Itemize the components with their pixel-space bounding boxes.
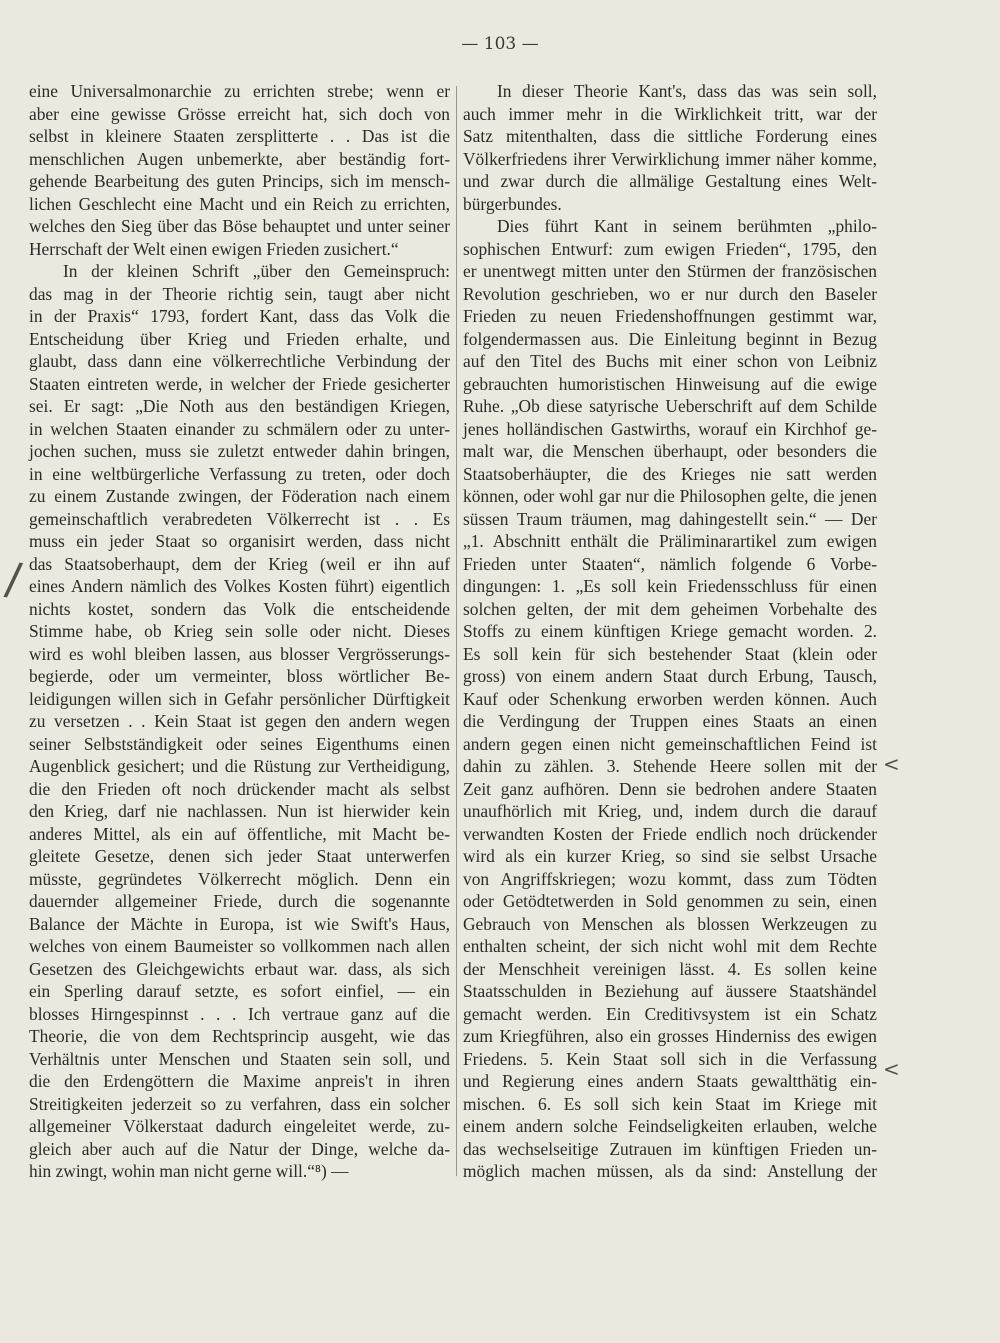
text-line: dahin zu zählen. 3. Stehende Heere sollen mit der	[463, 756, 877, 776]
text-line: sei. Er sagt: „Die Noth aus den beständigen Kriegen,	[29, 396, 450, 416]
text-line: Gebrauch von Menschen als blossen Werkzeugen zu	[463, 913, 877, 934]
text-line: leidigungen willen sich in Gefahr persönlicher Dürftigkeit	[29, 688, 450, 709]
text-line: der Menschheit vereinigen lässt. 4. Es sollen keine	[463, 958, 877, 979]
text-line: allgemeiner Völkerstaat dadurch eingeleitet werde, zu-	[29, 1116, 450, 1136]
text-line: Zeit ganz aufhören. Denn sie bedrohen andere Staaten	[463, 778, 877, 799]
text-line: dingungen: 1. „Es soll kein Friedensschluss für einen	[463, 576, 877, 596]
text-line: welches von einem Baumeister so vollkommen nach allen	[29, 936, 450, 956]
text-line: auf den Titel des Buchs mit einer schon von Leibniz	[463, 351, 877, 371]
page-number: — 103 —	[461, 34, 539, 54]
text-line: gross) von einem andern Staat durch Erbung, Tausch,	[463, 666, 877, 686]
text-line: malt war, die Menschen überhaupt, oder besonders die	[463, 441, 877, 461]
text-line: Theorie, die von dem Rechtsprincip ausgeht, wie das	[29, 1026, 450, 1046]
text-line: Augenblick gesichert; und die Rüstung zur Vertheidigung,	[29, 756, 450, 776]
text-line: Frieden zu neuen Friedenshoffnungen gestimmt war,	[463, 306, 877, 326]
text-line: eines Andern nämlich des Volkes Kosten führt) eigentlich	[29, 576, 450, 596]
text-line: Revolution geschrieben, wo er nur durch den Baseler	[463, 283, 877, 304]
text-line: glaubt, dass dann eine völkerrechtliche Verbindung der	[29, 351, 450, 371]
text-line: eine Universalmonarchie zu errichten strebe; wenn er	[29, 81, 450, 101]
text-line: Entscheidung über Krieg und Frieden erhalte, und	[29, 328, 450, 349]
text-line: den Krieg, darf nie nachlassen. Nun ist hierwider kein	[29, 801, 450, 821]
text-line: unaufhörlich mit Krieg, und, indem durch die darauf	[463, 801, 877, 821]
text-line: zu versetzen . . Kein Staat ist gegen den andern wegen	[29, 711, 450, 731]
text-line: zu einem Zustande zwingen, der Föderation nach einem	[29, 486, 450, 506]
text-line: welches den Sieg über das Böse behauptet und unter seiner	[29, 216, 450, 236]
text-line: gebrauchten humoristischen Hinweisung auf die ewige	[463, 373, 877, 394]
text-line: seiner Selbstständigkeit oder seines Eigenthums einen	[29, 733, 450, 754]
text-line: solchen gelten, der mit dem geheimen Vorbehalte des	[463, 598, 877, 619]
text-line: Herrschaft der Welt einen ewigen Frieden zusichert.“	[29, 238, 399, 259]
text-line: Kauf oder Schenkung erworben werden können. Auch	[463, 688, 877, 709]
column-divider	[456, 86, 457, 1176]
text-line: wird es wohl bleiben lassen, aus blosser Vergrösserungs-	[29, 643, 450, 664]
text-line: In der kleinen Schrift „über den Gemeinspruch:	[63, 261, 450, 281]
text-line: Frieden unter Staaten“, nämlich folgende 6 Vorbe-	[463, 553, 877, 574]
text-line: möglich machen müssen, als da sind: Anstellung der	[463, 1161, 877, 1181]
left-column	[29, 80, 450, 1183]
text-line: das Staatsoberhaupt, dem der Krieg (weil er ihn auf	[29, 553, 450, 574]
text-line: Es soll kein für sich bestehender Staat (klein oder	[463, 643, 877, 664]
text-line: süssen Traum träumen, mag dahingestellt sein.“ — Der	[463, 508, 877, 529]
text-line: Balance der Mächte in Europa, ist wie Swift's Haus,	[29, 913, 450, 934]
text-line: können, oder wohl gar nur die Philosophen gelte, die jenen	[463, 486, 877, 506]
text-line: zum Kriegführen, also ein grosses Hinderniss des ewigen	[463, 1026, 877, 1046]
text-line: nichts kostet, sondern das Volk die entscheidende	[29, 598, 450, 619]
margin-slash-mark: /	[2, 553, 25, 606]
text-line: Ruhe. „Ob diese satyrische Ueberschrift auf dem Schilde	[463, 396, 877, 416]
text-line: aber eine gewisse Grösse erreicht hat, sich doch von	[29, 103, 450, 124]
text-line: das wechselseitige Zutrauen im künftigen Frieden un-	[463, 1138, 877, 1159]
text-line: Verhältnis unter Menschen und Staaten sein soll, und	[29, 1048, 450, 1069]
text-line: einem andern solche Feindseligkeiten erlauben, welche	[463, 1116, 877, 1136]
margin-arrow-mark: <	[883, 1057, 900, 1081]
text-line: bürgerbundes.	[463, 193, 562, 214]
text-line: enthalten scheint, der sich nicht wohl mit dem Rechte	[463, 936, 877, 956]
text-line: menschlichen Augen unbemerkte, aber beständig fort-	[29, 148, 450, 169]
text-line: Stoffs zu einem künftigen Kriege gemacht worden. 2.	[463, 621, 877, 641]
text-line: auch immer mehr in die Wirklichkeit tritt, war der	[463, 103, 877, 124]
text-line: wird als ein kurzer Krieg, so sind sie selbst Ursache	[463, 846, 877, 866]
text-line: gleich aber auch auf die Natur der Dinge, welche da-	[29, 1138, 450, 1159]
text-line: andern gegen einen nicht gemeinschaftlichen Feind ist	[463, 733, 877, 754]
text-line: Dies führt Kant in seinem berühmten „philo-	[497, 216, 877, 236]
text-line: die den Erdengöttern die Maxime anpreis't in ihren	[29, 1071, 450, 1091]
text-line: von Angriffskriegen; wozu kommt, dass zum Tödten	[463, 868, 877, 889]
text-line: Staatsschulden in Beziehung auf äussere Staatshändel	[463, 981, 877, 1001]
text-line: selbst in kleinere Staaten zersplitterte . . Das ist die	[29, 126, 450, 146]
text-line: hin zwingt, wohin man nicht gerne will.“⁸) —	[29, 1161, 349, 1181]
text-line: er unentwegt mitten unter den Stürmen der französischen	[463, 261, 877, 281]
text-line: und zwar durch die allmälige Gestaltung eines Welt-	[463, 171, 877, 191]
text-line: anderes Mittel, als ein auf öffentliche, mit Macht be-	[29, 823, 450, 844]
text-line: Streitigkeiten jederzeit so zu verfahren, dass ein solcher	[29, 1093, 450, 1114]
text-line: begierde, oder um vermeinter, bloss wörtlicher Be-	[29, 666, 450, 686]
text-line: Staatsoberhäupter, die des Krieges nie satt werden	[463, 463, 877, 484]
text-line: ein Sperling darauf setzte, es sofort einfiel, — ein	[29, 981, 450, 1001]
text-line: jenes holländischen Gastwirths, worauf ein Kirchhof ge-	[463, 418, 877, 439]
text-line: „1. Abschnitt enthält die Präliminarartikel zum ewigen	[463, 531, 877, 551]
text-line: dauernder allgemeiner Friede, durch die sogenannte	[29, 891, 450, 911]
text-line: gleitete Gesetze, denen sich jeder Staat unterwerfen	[29, 846, 450, 866]
text-line: die Verdingung der Truppen eines Staats an einen	[463, 711, 877, 731]
text-line: in der Praxis“ 1793, fordert Kant, dass das Volk die	[29, 306, 450, 326]
text-line: muss ein jeder Staat so organisirt werden, dass nicht	[29, 531, 450, 551]
text-line: Völkerfriedens ihrer Verwirklichung immer näher komme,	[463, 148, 877, 169]
text-line: Gesetzen des Gleichgewichts erbaut war. dass, als sich	[29, 958, 450, 979]
text-line: blosses Hirngespinnst . . . Ich vertraue ganz auf die	[29, 1003, 450, 1024]
text-line: Staaten eintreten werde, in welcher der Friede gesicherter	[29, 373, 450, 394]
margin-arrow-mark: <	[883, 752, 900, 776]
text-line: Stimme habe, ob Krieg sein solle oder nicht. Dieses	[29, 621, 450, 641]
text-line: sophischen Entwurf: zum ewigen Frieden“, 1795, den	[463, 238, 877, 259]
text-line: in welchen Staaten einander zu schmälern oder zu unter-	[29, 418, 450, 439]
text-line: jochen suchen, muss sie zuletzt entweder dahin bringen,	[29, 441, 450, 461]
text-line: in eine weltbürgerliche Verfassung zu treten, oder doch	[29, 463, 450, 484]
text-line: In dieser Theorie Kant's, dass das was sein soll,	[497, 81, 877, 101]
text-line: gemacht werden. Ein Creditivsystem ist ein Schatz	[463, 1003, 877, 1024]
text-line: folgendermassen aus. Die Einleitung beginnt in Bezug	[463, 328, 877, 349]
text-line: gemeinschaftlich verabredeten Völkerrecht ist . . Es	[29, 508, 450, 529]
text-line: verwandten Kosten der Friede endlich noch drückender	[463, 823, 877, 844]
text-line: Satz mitenthalten, dass die sittliche Forderung eines	[463, 126, 877, 146]
text-line: die den Frieden oft noch drückender macht als selbst	[29, 778, 450, 799]
text-line: lichen Geschlecht eine Macht und ein Reich zu errichten,	[29, 193, 450, 214]
text-line: oder Getödtetwerden in Sold genommen zu sein, einen	[463, 891, 877, 911]
right-column	[463, 80, 877, 1183]
text-line: gehende Bearbeitung des guten Princips, sich im mensch-	[29, 171, 450, 191]
text-line: mischen. 6. Es soll sich kein Staat im Kriege mit	[463, 1093, 877, 1114]
text-line: Friedens. 5. Kein Staat soll sich in die Verfassung	[463, 1048, 877, 1069]
text-line: das mag in der Theorie richtig sein, taugt aber nicht	[29, 283, 450, 304]
text-line: müsste, gegründetes Völkerrecht möglich. Denn ein	[29, 868, 450, 889]
text-line: und Regierung eines andern Staats gewaltthätig ein-	[463, 1071, 877, 1091]
